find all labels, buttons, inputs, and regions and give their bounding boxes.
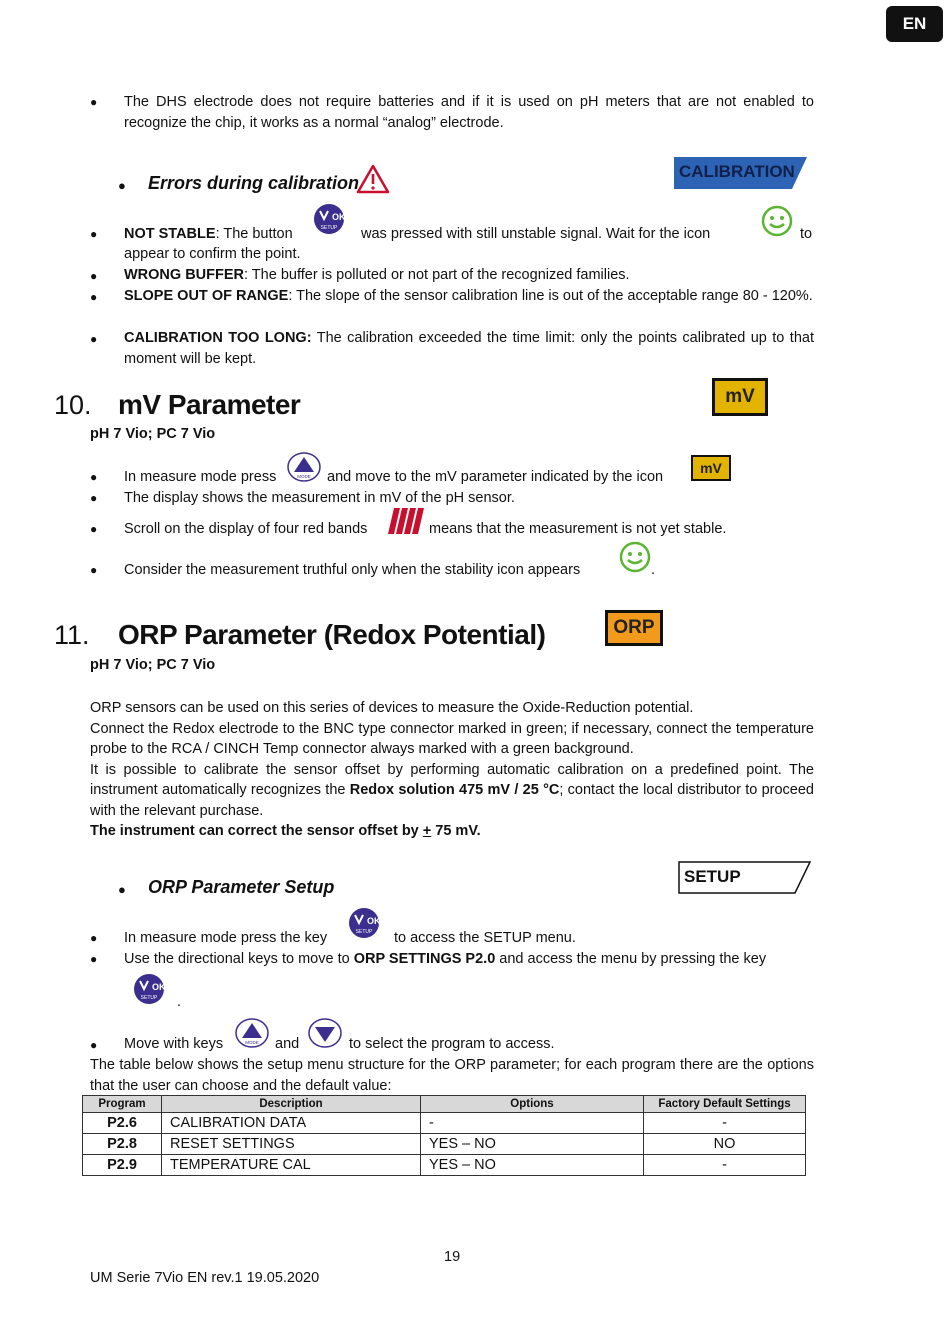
ok-key-text: OK [367,916,380,926]
mv-b1-b: and move to the mV parameter indicated by the icon [327,469,664,485]
table-cell: P2.9 [83,1155,162,1176]
table-header: Program [83,1096,162,1113]
setup-s3-c: to select the program to access. [349,1036,555,1052]
setup-table [82,1095,806,1176]
setup-s1-a: In measure mode press the key [124,930,328,946]
setup-s2 [124,949,814,970]
orp-p3-b: Redox solution 475 mV / 25 °C [349,782,560,798]
up-arrow-key-icon [235,1018,269,1048]
setup-key-text: SETUP [140,995,158,1001]
bullet-dot: ● [90,1038,98,1052]
setup-label-text: SETUP [684,867,741,886]
slope-line [124,286,814,307]
orp-models: pH 7 Vio; PC 7 Vio [90,657,216,673]
slope-text: : The slope of the sensor calibration line is out of the acceptable range 80 - 120%. [288,288,813,304]
not-stable-term: NOT STABLE [124,226,216,242]
bullet-dot: ● [90,491,98,505]
orp-p3-c: ; contact the local distributor to proceed with the relevant purchase. [90,782,814,819]
bullet-dot: ● [90,332,98,346]
calibration-display-label [674,157,807,189]
section-number-11: 11. [54,620,90,650]
mv-b2: The display shows the measurement in mV of the pH sensor. [124,490,515,506]
wrong-buffer-term: WRONG BUFFER [124,267,245,283]
mode-key-text: MODE [245,1040,259,1045]
mv-b3-a: Scroll on the display of four red bands [124,521,368,537]
bullet-dot: ● [90,563,98,577]
table-cell: P2.8 [83,1134,162,1155]
ok-setup-key-icon [348,907,380,939]
slope-term: SLOPE OUT OF RANGE [124,288,289,304]
section-title-orp: ORP Parameter (Redox Potential) [118,619,546,650]
table-cell: RESET SETTINGS [162,1134,421,1155]
mv-b1-a: In measure mode press [124,469,277,485]
setup-s1-b: to access the SETUP menu. [394,930,576,946]
orp-display-badge: ORP [605,610,663,646]
setup-s2-b: ORP SETTINGS P2.0 [353,951,496,967]
orp-p3 [90,760,814,822]
not-stable-text-b: was pressed with still unstable signal. Wait for the icon [361,226,711,242]
section-number-10: 10. [54,390,92,420]
mode-key-text: MODE [297,474,311,479]
mv-b4-a: Consider the measurement truthful only when the stability icon appears [124,562,581,578]
orp-p2: Connect the Redox electrode to the BNC type connector marked in green; if necessary, connect the temperature probe to the RCA / CINCH Temp connector always marked with a green background. [90,720,814,757]
not-stable-text-d: appear to confirm the point. [124,246,301,262]
up-arrow-key-icon [287,452,321,482]
table-row [83,1155,806,1176]
table-cell: - [644,1155,806,1176]
setup-s2-c: and access the menu by pressing the key [495,951,767,967]
table-intro: The table below shows the setup menu structure for the ORP parameter; for each program there are the options that the user can choose and the default value: [90,1057,814,1094]
table-cell: - [421,1113,644,1134]
bullet-dot: ● [90,470,98,484]
table-header-row [83,1096,806,1113]
red-bands-icon [388,508,424,534]
orp-p1: ORP sensors can be used on this series of devices to measure the Oxide-Reduction potential. [90,700,694,716]
orp-p4-b: + [422,823,432,839]
table-header: Description [162,1096,421,1113]
bullet-dot: ● [90,269,98,283]
table-header: Options [421,1096,644,1113]
table-cell: TEMPERATURE CAL [162,1155,421,1176]
not-stable-text-a: : The button [215,226,293,242]
bullet-dot: ● [90,522,98,536]
mv-models: pH 7 Vio; PC 7 Vio [90,426,216,442]
wrong-buffer-line [124,265,630,286]
setup-s3-a: Move with keys [124,1036,224,1052]
mv-display-badge: mV [712,378,768,416]
intro-text: The DHS electrode does not require batteries and if it is used on pH meters that are not enabled to recognize the chip, it works as a normal “analog” electrode. [124,94,814,131]
stability-smiley-icon [619,541,651,573]
table-header: Factory Default Settings [644,1096,806,1113]
orp-paragraphs [90,698,814,842]
document-footer: UM Serie 7Vio EN rev.1 19.05.2020 [90,1270,320,1286]
not-stable-line [124,224,293,245]
table-cell: - [644,1113,806,1134]
too-long-text: The calibration exceeded the time limit: only the points calibrated up to that moment will be kept. [124,330,814,367]
table-cell: YES – NO [421,1155,644,1176]
setup-display-label [678,861,811,894]
mv-small-badge: mV [691,455,731,481]
bullet-dot: ● [90,227,98,241]
stability-smiley-icon [761,205,793,237]
table-cell: NO [644,1134,806,1155]
table-row [83,1134,806,1155]
orp-p3-a: It is possible to calibrate the sensor offset by performing automatic calibration on a predefined point. The instrument automatically recognizes the [90,761,814,798]
setup-heading: ORP Parameter Setup [148,877,335,897]
orp-p4 [90,821,814,842]
bullet-dot: ● [90,952,98,966]
setup-key-text: SETUP [355,929,373,935]
warning-icon [356,164,390,194]
page-number: 19 [444,1249,461,1265]
bullet-dot: ● [118,178,126,193]
ok-key-text: OK [152,982,165,992]
bullet-dot: ● [90,290,98,304]
bullet-dot: ● [90,95,98,109]
language-badge: EN [886,6,943,42]
ok-setup-key-icon [133,973,165,1005]
table-cell: YES – NO [421,1134,644,1155]
table-cell: P2.6 [83,1113,162,1134]
table-cell: CALIBRATION DATA [162,1113,421,1134]
down-arrow-key-icon [308,1018,342,1048]
not-stable-text-c: to [800,226,813,242]
table-row [83,1113,806,1134]
ok-setup-key-icon [313,203,345,235]
orp-p4-a: The instrument can correct the sensor offset by [90,823,423,839]
section-title-mv: mV Parameter [118,389,301,420]
ok-key-text: OK [332,212,345,222]
setup-s3-b: and [275,1036,300,1052]
setup-key-text: SETUP [320,225,338,231]
setup-s2-d: . [177,994,182,1010]
mv-b4-b: . [651,562,656,578]
setup-s2-a: Use the directional keys to move to [124,951,354,967]
calibration-label-text: CALIBRATION [679,162,795,181]
bullet-dot: ● [90,931,98,945]
too-long-term: CALIBRATION TOO LONG: [124,330,312,346]
mv-b3-b: means that the measurement is not yet stable. [429,521,727,537]
errors-heading: Errors during calibration [148,173,360,193]
wrong-buffer-text: : The buffer is polluted or not part of the recognized families. [244,267,630,283]
too-long-line [124,328,814,369]
orp-p4-c: 75 mV. [431,823,481,839]
bullet-dot: ● [118,882,126,897]
